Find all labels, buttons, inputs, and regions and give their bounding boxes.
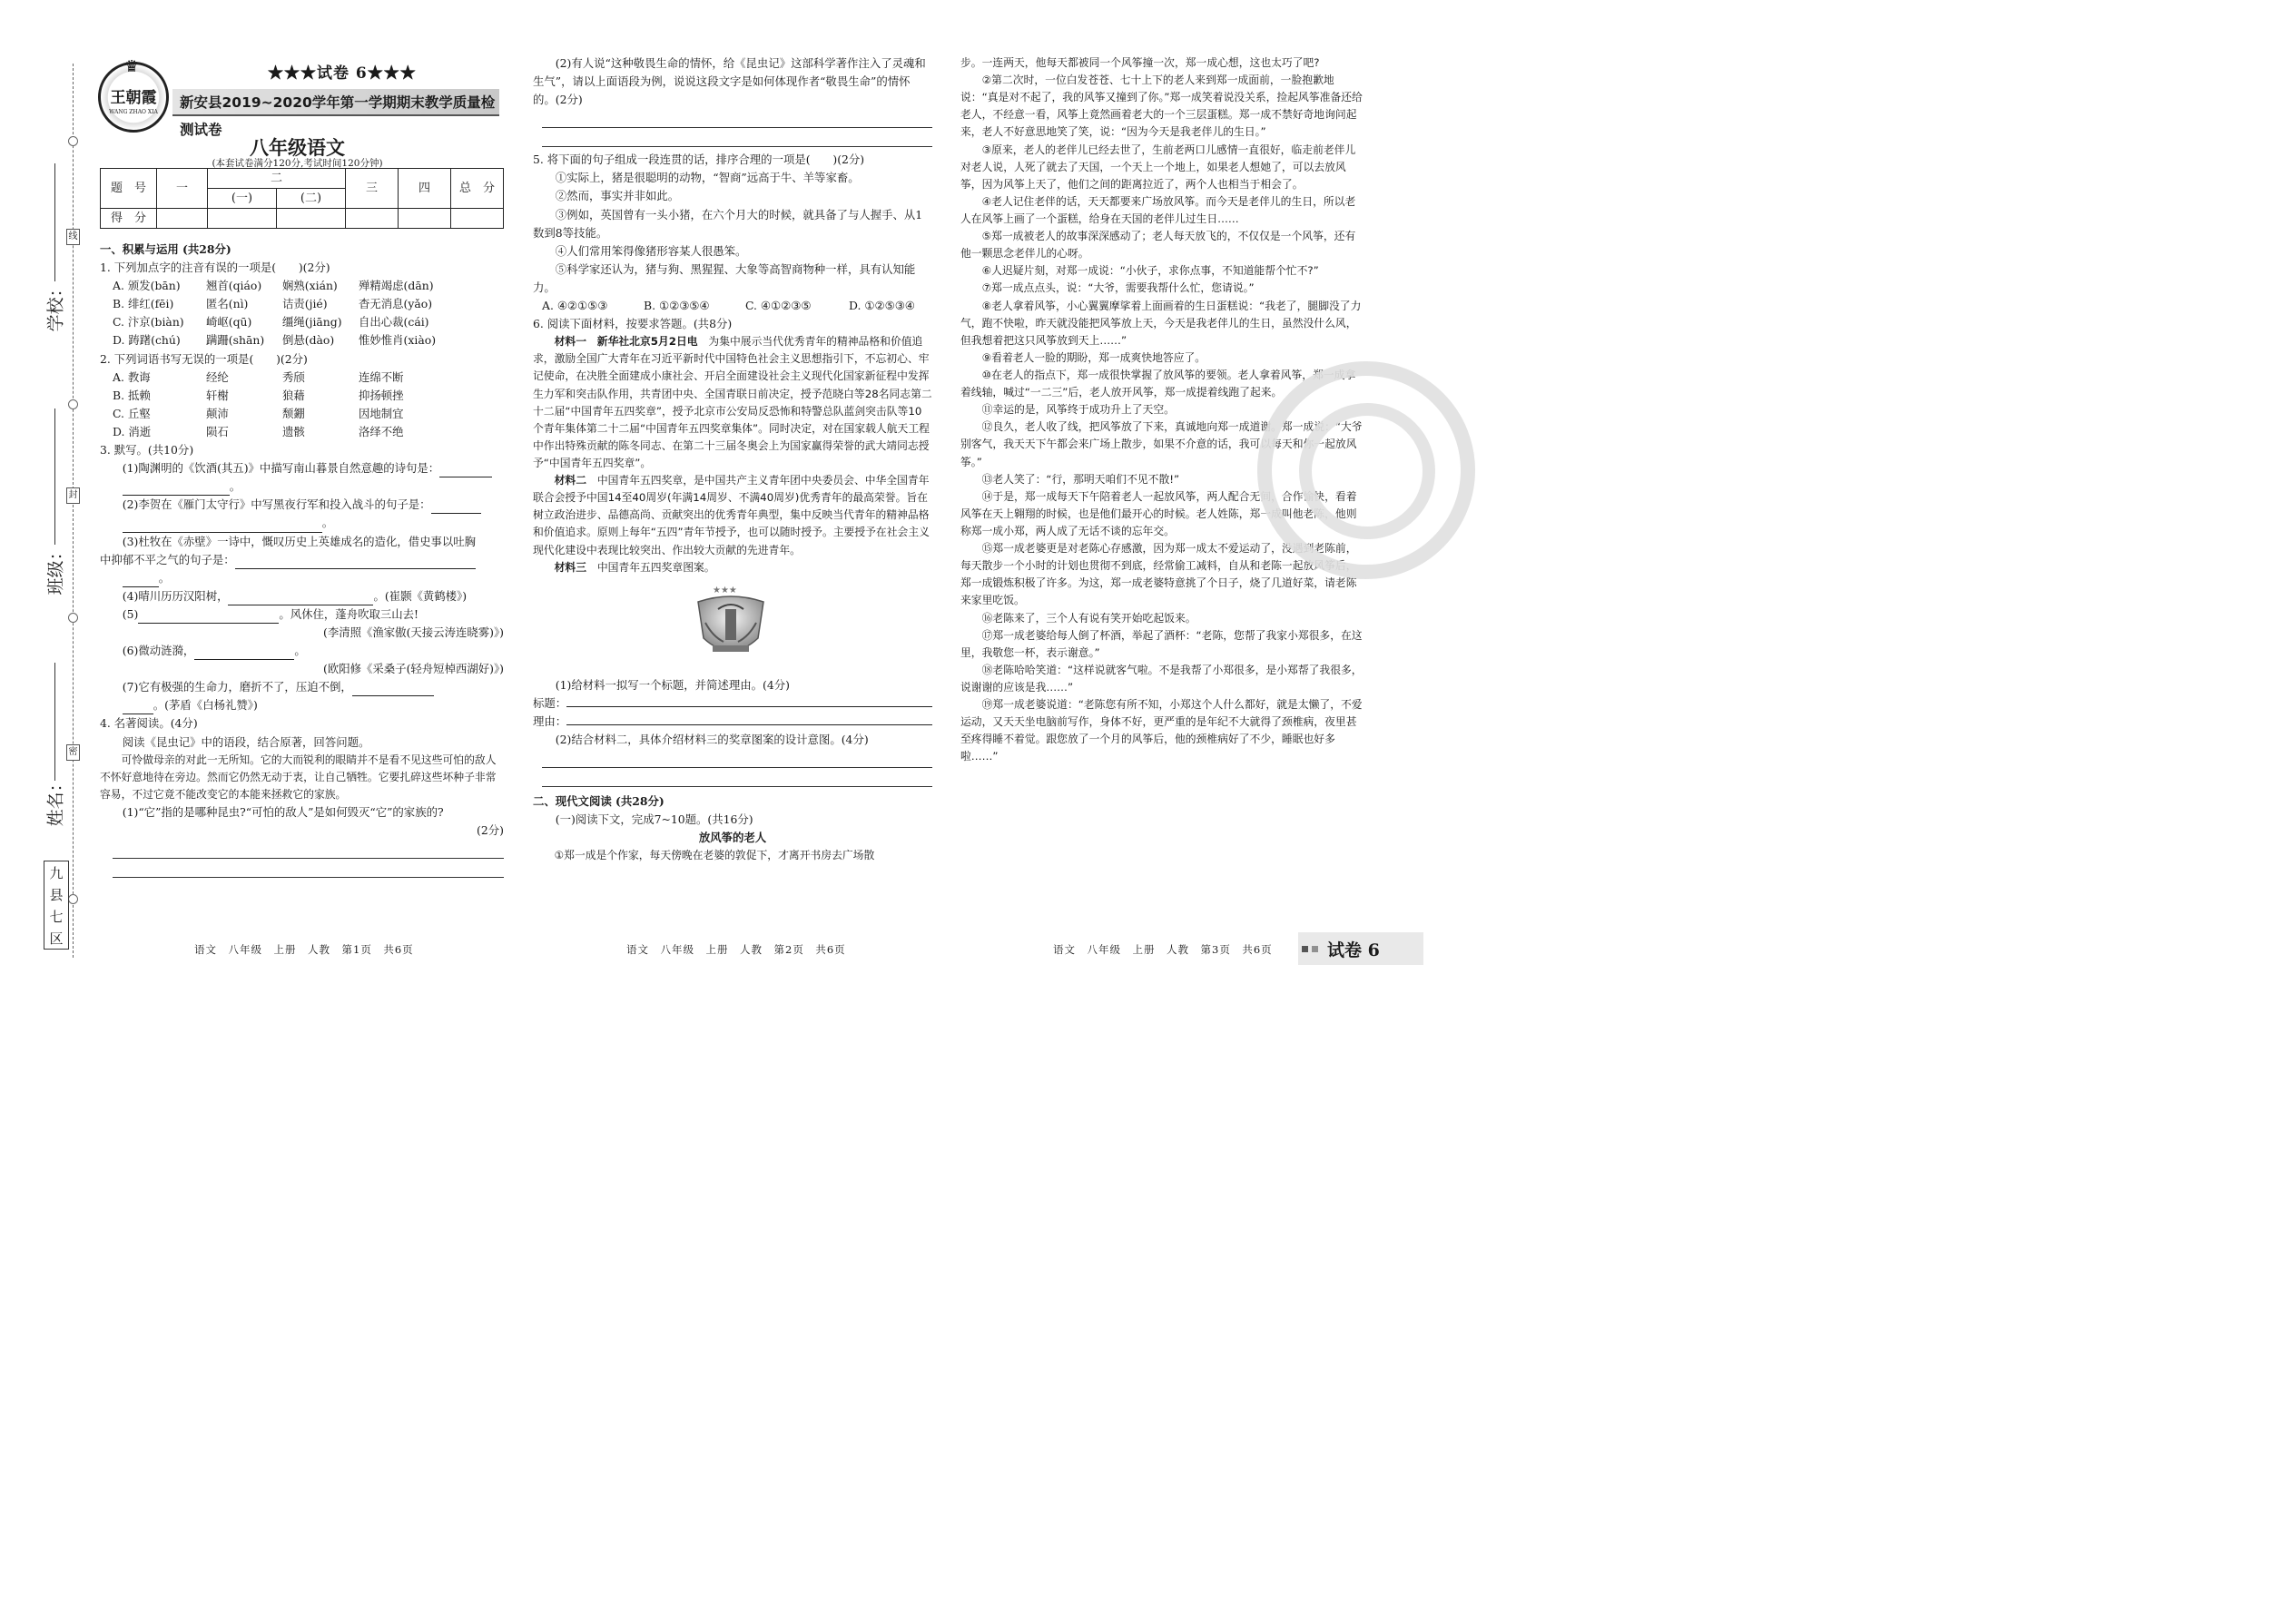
answer-blank[interactable] bbox=[235, 556, 476, 569]
question-6: 6. 阅读下面材料，按要求答题。(共8分) bbox=[533, 317, 733, 331]
q5-options bbox=[533, 297, 932, 315]
brand-logo bbox=[98, 57, 169, 133]
binding-dashed-line bbox=[73, 64, 74, 958]
svg-text:★★★: ★★★ bbox=[713, 585, 737, 595]
option: 秀颀 bbox=[282, 369, 305, 384]
name-label: 姓名： bbox=[45, 774, 66, 827]
score-subhead: (一) bbox=[208, 189, 277, 209]
option: 杳无消息(yǎo) bbox=[359, 297, 433, 311]
option: 娴熟(xián) bbox=[282, 279, 338, 293]
q5-item: ③例如，英国曾有一头小猪，在六个月大的时候，就具备了与人握手、从1数到8等技能。 bbox=[533, 207, 923, 240]
section-2-title: 二、现代文阅读 (共28分) bbox=[533, 794, 665, 809]
q3-7-text: (7)它有极强的生命力，磨折不了，压迫不倒， bbox=[122, 680, 352, 694]
district-char: 县 bbox=[49, 887, 64, 903]
option: 洛绎不绝 bbox=[359, 424, 404, 438]
story-paragraph: ⑰郑一成老婆给每人倒了杯酒，举起了酒杯：“老陈，您帮了我家小郑很多，在这里，我敬您一杯，表示谢意。” bbox=[960, 628, 1363, 659]
option: B. 抵赖 bbox=[113, 388, 151, 402]
paper-tag-text: 试卷 6 bbox=[1327, 940, 1380, 960]
youth-medal-emblem bbox=[533, 582, 932, 665]
paper-number: ★★★试卷 6★★★ bbox=[268, 64, 417, 83]
story-paragraph: ②第二次时，一位白发苍苍、七十上下的老人来到郑一成面前，一脸抱歉地说：“真是对不起了，我的风筝又撞到了你。”郑一成笑着说没关系，捡起风筝准备还给老人，不经意一看，风筝上竟然画着老大的一个三层蛋糕。郑一成不禁好奇地询问起来，老人不好意思地笑了笑，说：“因为今天是我老伴儿的生日。” bbox=[960, 74, 1363, 139]
district-char: 九 bbox=[49, 865, 64, 881]
score-cell[interactable] bbox=[399, 209, 451, 229]
option: C. 丘壑 bbox=[113, 406, 151, 420]
class-fill-line[interactable] bbox=[54, 408, 55, 545]
q5-item: ②然而，事实并非如此。 bbox=[555, 189, 680, 203]
option: 颓錋 bbox=[282, 406, 305, 420]
answer-blank[interactable] bbox=[138, 611, 279, 624]
page-footer-1: 语文 八年级 上册 人教 第1页 共6页 bbox=[194, 943, 414, 956]
q3-3-text: (3)杜牧在《赤壁》一诗中，慨叹历史上英雄成名的造化，借史事以吐胸 bbox=[122, 534, 477, 548]
q3-4-end: 。(崔颢《黄鹤楼》) bbox=[373, 588, 468, 603]
answer-line[interactable] bbox=[542, 749, 932, 768]
binding-hole bbox=[68, 894, 78, 904]
material-2-label: 材料二 bbox=[554, 474, 586, 487]
school-fill-line[interactable] bbox=[54, 163, 55, 281]
option: 轩榭 bbox=[206, 388, 229, 402]
answer-line[interactable] bbox=[113, 840, 504, 859]
option: A. 颁发(bān) bbox=[113, 279, 181, 293]
binding-mark-feng: 封 bbox=[66, 487, 80, 504]
binding-hole bbox=[68, 136, 78, 146]
q3-4-text: (4)晴川历历汉阳树， bbox=[122, 588, 229, 603]
q6-1-text: (1)给材料一拟写一个标题，并简述理由。(4分) bbox=[555, 677, 790, 692]
column-2 bbox=[533, 54, 932, 865]
title-label: 标题： bbox=[533, 695, 567, 710]
logo-subtext: WANG ZHAO XIA bbox=[109, 109, 158, 115]
decor-square-icon bbox=[1312, 946, 1318, 952]
answer-blank[interactable] bbox=[439, 465, 492, 477]
story-title: 放风筝的老人 bbox=[698, 831, 767, 845]
answer-blank[interactable] bbox=[123, 483, 230, 496]
story-paragraph: ⑯老陈来了，三个人有说有笑开始吃起饭来。 bbox=[981, 611, 1196, 625]
option: D. 踌躇(chú) bbox=[113, 333, 181, 348]
crown-icon: ♛ bbox=[124, 57, 140, 76]
reason-label: 理由： bbox=[533, 714, 567, 728]
option: 惟妙惟肖(xiào) bbox=[359, 333, 437, 348]
q1-options bbox=[100, 277, 504, 349]
story-paragraph: ⑥人迟疑片刻，对郑一成说：“小伙子，求你点事，不知道能帮个忙不?” bbox=[981, 264, 1319, 278]
paper-tag bbox=[1298, 932, 1423, 965]
q3-5-source: (李清照《渔家傲(天接云涛连晓雾)》) bbox=[323, 625, 504, 639]
binding-mark-xian: 线 bbox=[66, 229, 80, 245]
answer-blank[interactable] bbox=[194, 647, 294, 660]
score-head: 总 分 bbox=[451, 169, 504, 209]
answer-blank[interactable] bbox=[228, 593, 373, 605]
q3-2-text: (2)李贺在《雁门太守行》中写黑夜行军和投入战斗的句子是： bbox=[122, 497, 431, 512]
story-paragraph: ⑩在老人的指点下，郑一成很快掌握了放风筝的要领。老人拿着风筝，郑一成拿着线轴，喊过“一二三”后，老人放开风筝，郑一成提着线跑了起来。 bbox=[960, 368, 1356, 399]
decor-square-icon bbox=[1302, 946, 1308, 952]
story-paragraph: ⑧老人拿着风筝，小心翼翼摩挲着上面画着的生日蛋糕说：“我老了，腿脚没了力气，跑不快啦，昨天就没能把风筝放上天，今天是我老伴儿的生日，虽然没什么风，但我想着把这只风筝放到天上……” bbox=[960, 299, 1362, 347]
score-cell[interactable] bbox=[346, 209, 399, 229]
story-paragraph: ⑨看着老人一脸的期盼，郑一成爽快地答应了。 bbox=[981, 350, 1206, 364]
question-4: 4. 名著阅读。(4分) bbox=[100, 716, 198, 731]
score-head: 三 bbox=[346, 169, 399, 209]
score-head: 四 bbox=[399, 169, 451, 209]
story-paragraph: ⑭于是，郑一成每天下午陪着老人一起放风筝，两人配合无间，合作愉快，看着风筝在天上翱翔的时候，也是他们最开心的时候。老人姓陈，郑一成叫他老陈，他则称郑一成小郑，两人成了无话不谈的忘年交。 bbox=[960, 489, 1357, 537]
district-box bbox=[44, 861, 69, 950]
story-paragraph: ⑱老陈哈哈笑道：“这样说就客气啦。不是我帮了小郑很多，是小郑帮了我很多，说谢谢的应该是我……” bbox=[960, 663, 1363, 694]
q3-6-source: (欧阳修《采桑子(轻舟短棹西湖好)》) bbox=[323, 662, 504, 676]
option: C. ④①②③⑤ bbox=[745, 299, 812, 313]
option: B. 绯红(fēi) bbox=[113, 297, 174, 311]
option: 诘责(jié) bbox=[282, 297, 328, 311]
option: 经纶 bbox=[206, 369, 229, 384]
q4-1-text: (1)“它”指的是哪种昆虫?“可怕的敌人”是如何毁灭“它”的家族的? bbox=[122, 804, 444, 819]
score-row-label: 得 分 bbox=[101, 209, 157, 229]
answer-line[interactable] bbox=[542, 109, 932, 128]
option: 自出心裁(cái) bbox=[359, 315, 429, 330]
score-cell[interactable] bbox=[277, 209, 346, 229]
material-1-text: 为集中展示当代优秀青年的精神品格和价值追求，激励全国广大青年在习近平新时代中国特色社会主义思想指引下，不忘初心、牢记使命，在决胜全面建成小康社会、开启全面建设社会主义现代化国家新征程中发挥生力军和突击队作用，共青团中央、全国青联日前决定，授予范晓白等28名同志第二十二届“中国青年五四奖章”，授予北京市公安局反恐怖和特警总队蓝剑突击队等10个青年集体第二十二届“中国青年五四奖章集体”。同时决定，对在国家载人航天工程中作出特殊贡献的陈冬同志、在第二十三届冬奥会上为国家赢得荣誉的武大靖同志授予“中国青年五四奖章”。 bbox=[533, 335, 932, 469]
q5-item: ⑤科学家还认为，猪与狗、黑猩猩、大象等高智商物种一样，具有认知能力。 bbox=[533, 261, 916, 294]
material-1-label: 材料一 新华社北京5月2日电 bbox=[554, 335, 698, 349]
question-2: 2. 下列词语书写无误的一项是( )(2分) bbox=[100, 351, 308, 366]
q4-2-text: (2)有人说“这种敬畏生命的情怀，给《昆虫记》这部科学著作注入了灵魂和生气”，请以上面语段为例，说说这段文字是如何体现作者“敬畏生命”的情怀的。(2分) bbox=[533, 56, 926, 107]
option: 崎岖(qū) bbox=[206, 315, 252, 330]
q4-intro: 阅读《昆虫记》中的语段，结合原著，回答问题。 bbox=[122, 734, 370, 749]
q3-6-text: (6)微动涟漪， bbox=[122, 644, 195, 658]
answer-blank[interactable] bbox=[123, 520, 322, 533]
score-head: 一 bbox=[157, 169, 208, 209]
q3-2-end: 。 bbox=[321, 516, 334, 530]
option: 连绵不断 bbox=[359, 369, 404, 384]
question-3: 3. 默写。(共10分) bbox=[100, 443, 194, 458]
q3-1-text: (1)陶渊明的《饮酒(其五)》中描写南山暮景自然意趣的诗句是： bbox=[122, 461, 440, 476]
option: 殚精竭虑(dān) bbox=[359, 279, 434, 293]
option: C. 汴京(biàn) bbox=[113, 315, 184, 330]
story-paragraph: ⑦郑一成点点头，说：“大爷，需要我帮什么忙，您请说。” bbox=[981, 281, 1255, 295]
answer-line[interactable] bbox=[542, 768, 932, 787]
score-head: 二 bbox=[208, 169, 346, 189]
exam-note: (本套试卷满分120分,考试时间120分钟) bbox=[212, 158, 383, 169]
option: 狼藉 bbox=[282, 388, 305, 402]
option: 因地制宜 bbox=[359, 406, 404, 420]
q4-1-score: (2分) bbox=[477, 823, 504, 838]
q3-6-end: 。 bbox=[294, 644, 306, 658]
q2-options bbox=[100, 369, 504, 441]
q5-item: ④人们常用笨得像猪形容某人很愚笨。 bbox=[555, 243, 747, 258]
q3-3-text2: 中抑郁不平之气的句子是： bbox=[100, 552, 235, 566]
material-3-text: 中国青年五四奖章图案。 bbox=[596, 560, 715, 574]
subject-title: 八年级语文 bbox=[250, 137, 345, 159]
column-1 bbox=[100, 241, 504, 878]
score-cell[interactable] bbox=[208, 209, 277, 229]
q3-5-text: (5) bbox=[122, 606, 139, 621]
section-1-title: 一、积累与运用 (共28分) bbox=[100, 242, 231, 256]
page-footer-2: 语文 八年级 上册 人教 第2页 共6页 bbox=[626, 943, 846, 956]
option: 遗骸 bbox=[282, 424, 305, 438]
option: 陨石 bbox=[206, 424, 229, 438]
q4-passage: 可怜做母亲的对此一无所知。它的大而锐利的眼睛并不是看不见这些可怕的敌人不怀好意地待在旁边。然而它仍然无动于衷，让自己牺牲。它要扎碎这些坏种子非常容易，不过它竟不能改变它的本能来拯救它的家族。 bbox=[100, 753, 497, 801]
score-head: 题 号 bbox=[101, 169, 157, 209]
answer-blank[interactable] bbox=[566, 694, 932, 707]
story-paragraph: 步。一连两天，他每天都被同一个风筝撞一次，郑一成心想，这也太巧了吧? bbox=[960, 56, 1320, 69]
story-paragraph: ①郑一成是个作家，每天傍晚在老婆的敦促下，才离开书房去广场散 bbox=[554, 849, 875, 862]
score-subhead: (二) bbox=[277, 189, 346, 209]
district-char: 七 bbox=[49, 909, 64, 925]
answer-blank[interactable] bbox=[123, 702, 153, 714]
medal-icon bbox=[685, 582, 776, 665]
q3-3-end: 。 bbox=[158, 570, 171, 585]
material-3-label: 材料三 bbox=[554, 560, 586, 574]
story-paragraph: ④老人记住老伴的话，天天都要来广场放风筝。而今天是老伴儿的生日，所以老人在风筝上画了一个蛋糕，给身在天国的老伴儿过生日…… bbox=[960, 194, 1356, 225]
answer-line[interactable] bbox=[542, 128, 932, 147]
option: 蹒跚(shān) bbox=[206, 333, 265, 348]
binding-strip bbox=[0, 0, 91, 1008]
option: A. 教诲 bbox=[113, 369, 151, 384]
option: 抑扬顿挫 bbox=[359, 388, 404, 402]
story-paragraph: ⑲郑一成老婆说道：“老陈您有所不知，小郑这个人什么都好，就是太懒了，不爱运动，又天天坐电脑前写作，身体不好，更严重的是年纪不大就得了颈椎病，夜里甚至疼得睡不着觉。跟您放了一个月的风筝后，他的颈椎病好了不少，睡眠也好多啦……” bbox=[960, 698, 1363, 763]
district-char: 区 bbox=[49, 930, 64, 947]
option: B. ①②③⑤④ bbox=[644, 299, 710, 313]
option: 缰绳(jiāng) bbox=[282, 315, 342, 330]
option: 倒悬(dào) bbox=[282, 333, 335, 348]
q3-5-text2: 。风休住，蓬舟吹取三山去! bbox=[279, 606, 419, 621]
option: 匿名(nì) bbox=[206, 297, 249, 311]
name-fill-line[interactable] bbox=[54, 663, 55, 781]
answer-blank[interactable] bbox=[566, 713, 932, 725]
binding-mark-mi: 密 bbox=[66, 744, 80, 761]
story-paragraph: ⑤郑一成被老人的故事深深感动了；老人每天放飞的，不仅仅是一个风筝，还有他一颗思念老伴儿的心呀。 bbox=[960, 230, 1356, 261]
binding-hole bbox=[68, 399, 78, 409]
story-paragraph: ⑬老人笑了：“行，那明天咱们不见不散!” bbox=[981, 472, 1180, 486]
score-cell[interactable] bbox=[451, 209, 504, 229]
option: 颠沛 bbox=[206, 406, 229, 420]
answer-blank[interactable] bbox=[431, 501, 481, 514]
answer-blank[interactable] bbox=[352, 684, 434, 696]
option: D. 消逝 bbox=[113, 424, 152, 438]
answer-blank[interactable] bbox=[123, 575, 159, 587]
page-footer-3: 语文 八年级 上册 人教 第3页 共6页 bbox=[1053, 943, 1273, 956]
story-paragraph: ⑪幸运的是，风筝终于成功升上了天空。 bbox=[981, 403, 1175, 417]
question-1: 1. 下列加点字的注音有误的一项是( )(2分) bbox=[100, 261, 330, 275]
q3-1-prompt bbox=[100, 459, 504, 477]
watermark-seal bbox=[1257, 361, 1475, 579]
q6-2-text: (2)结合材料二，具体介绍材料三的奖章图案的设计意图。(4分) bbox=[555, 733, 869, 747]
q3-7-end: 。(茅盾《白杨礼赞》) bbox=[153, 698, 258, 713]
school-label: 学校： bbox=[45, 280, 66, 332]
option: 翘首(qiáo) bbox=[206, 279, 262, 293]
story-paragraph: ⑫良久，老人收了线，把风筝放了下来，真诚地向郑一成道谢。郑一成说：“大爷别客气，我天天下午都会来广场上散步，如果不介意的话，我可以每天和你一起放风筝。” bbox=[960, 420, 1363, 468]
answer-line[interactable] bbox=[113, 859, 504, 878]
exam-title: 新安县2019~2020学年第一学期期末教学质量检测试卷 bbox=[172, 89, 499, 116]
logo-text: 王朝霞 bbox=[110, 89, 157, 107]
q3-1-end: 。 bbox=[229, 479, 241, 494]
score-cell[interactable] bbox=[157, 209, 208, 229]
option: D. ①②⑤③④ bbox=[849, 299, 915, 313]
score-table bbox=[100, 168, 504, 229]
material-2-text: 中国青年五四奖章，是中国共产主义青年团中央委员会、中华全国青年联合会授予中国14至40周岁(年满14周岁、不满40周岁)优秀青年的最高荣誉。旨在树立政治进步、品德高尚、贡献突出的优秀青年典型，集中反映当代青年的精神品格和价值追求。原则上每年“五四”青年节授予，也可以随时授予。主要授予在社会主义现代化建设中表现比较突出、作出较大贡献的先进青年。 bbox=[533, 474, 930, 556]
exam-header bbox=[91, 54, 504, 169]
option: A. ④②①⑤③ bbox=[542, 299, 608, 313]
section-2-sub: (一)阅读下文，完成7~10题。(共16分) bbox=[555, 812, 753, 827]
question-5: 5. 将下面的句子组成一段连贯的话，排序合理的一项是( )(2分) bbox=[533, 153, 865, 167]
q5-item: ①实际上，猪是很聪明的动物，“智商”远高于牛、羊等家畜。 bbox=[555, 171, 860, 185]
binding-hole bbox=[68, 613, 78, 623]
story-paragraph: ③原来，老人的老伴儿已经去世了，生前老两口儿感情一直很好，临走前老伴儿对老人说，人死了就去了天国，一个天上一个地上，如果老人想她了，可以去放风筝，因为风筝上天了，他们之间的距离拉近了，两个人也相当于相会了。 bbox=[960, 143, 1356, 191]
class-label: 班级： bbox=[45, 543, 66, 595]
story-paragraph: ⑮郑一成老婆更是对老陈心存感激，因为郑一成太不爱运动了，没遇到老陈前，每天散步一个小时的计划也贯彻不到底，经常偷工减料，自从和老陈一起放风筝后，郑一成锻炼积极了许多。为这，郑一成老婆特意挑了个日子，烧了几道好菜，请老陈来家里吃饭。 bbox=[960, 542, 1357, 607]
